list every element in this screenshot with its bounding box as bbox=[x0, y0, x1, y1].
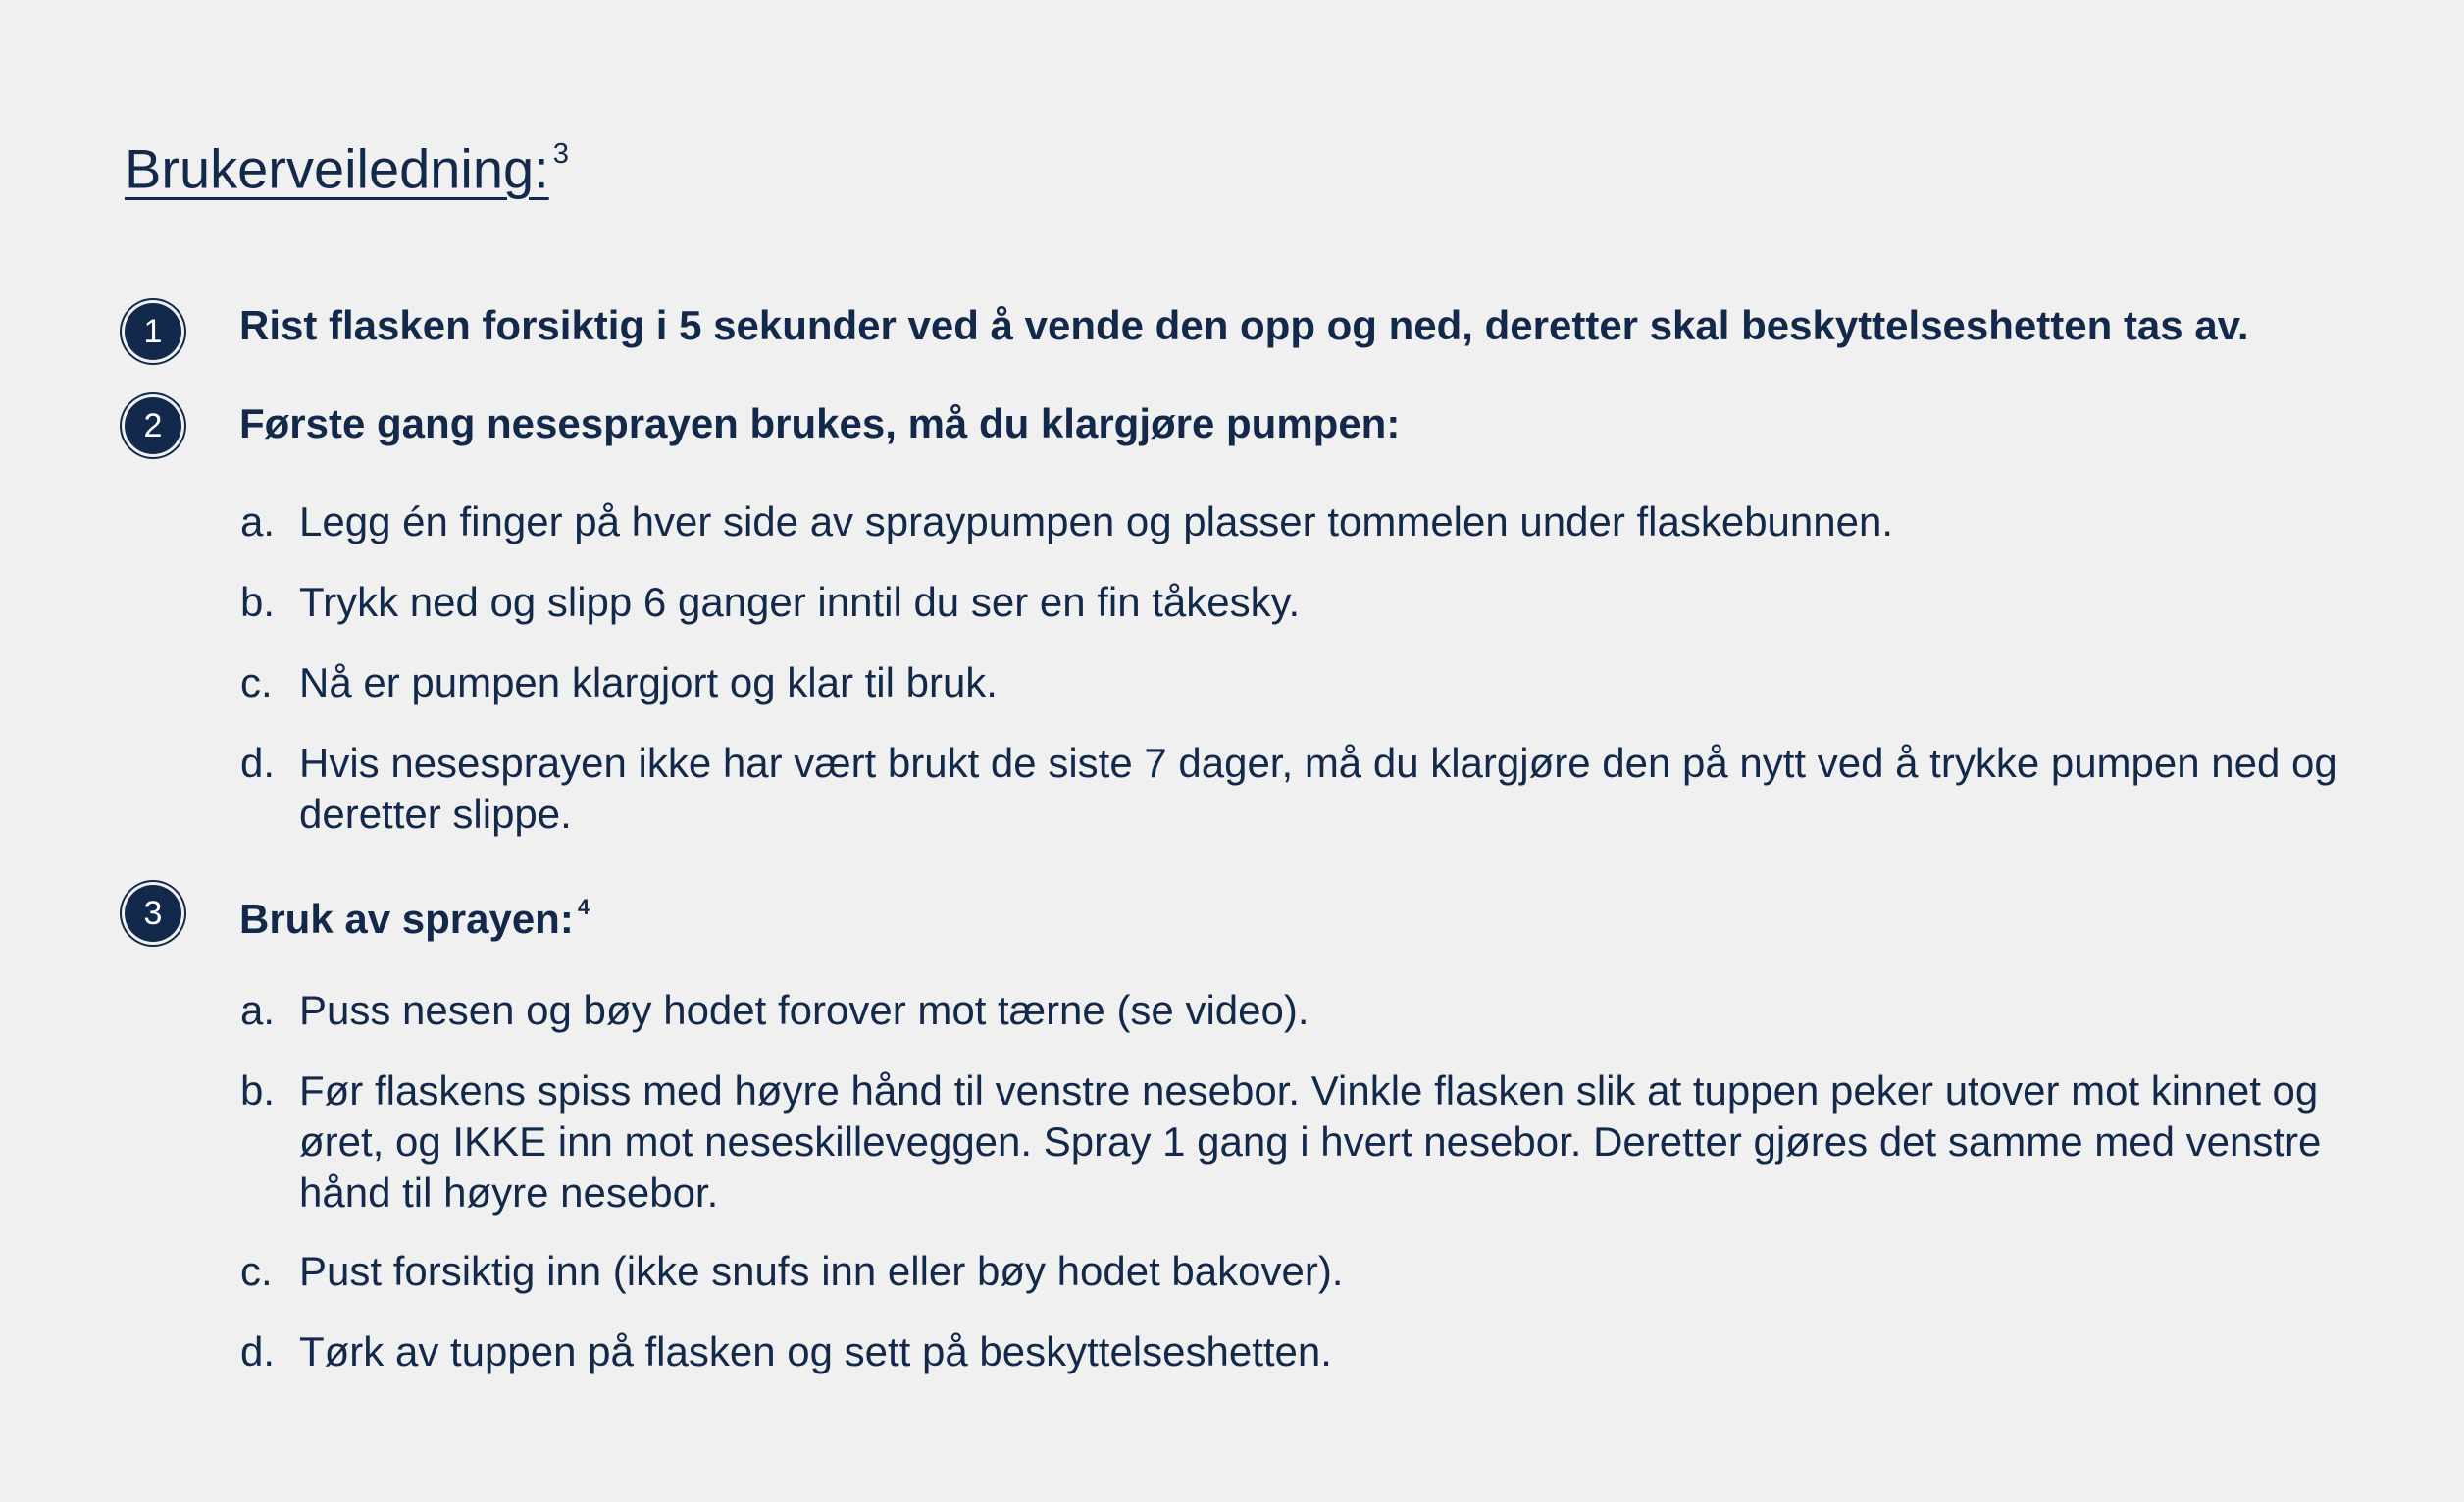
list-item-letter: b. bbox=[240, 1067, 276, 1114]
step-number-badge: 3 bbox=[125, 885, 181, 942]
list-item-text: Pust forsiktig inn (ikke snufs inn eller bøy hodet bakover). bbox=[299, 1248, 1344, 1294]
list-item-letter: c. bbox=[240, 1248, 273, 1294]
list-item-text: Legg én finger på hver side av spraypumpen og plasser tommelen under flaskebunnen. bbox=[299, 498, 1894, 544]
list-item-text: Tørk av tuppen på flasken og sett på beskyttelseshetten. bbox=[299, 1328, 1332, 1374]
list-item-letter: a. bbox=[240, 498, 276, 544]
list-item bbox=[240, 496, 2359, 547]
list-item bbox=[240, 1065, 2359, 1218]
step-1 bbox=[125, 303, 181, 360]
list-item bbox=[240, 738, 2359, 840]
list-item-letter: d. bbox=[240, 740, 276, 786]
list-item-text: Puss nesen og bøy hodet forover mot tærne (se video). bbox=[299, 987, 1309, 1033]
list-item bbox=[240, 985, 2359, 1036]
list-item-text: Nå er pumpen klargjort og klar til bruk. bbox=[299, 659, 998, 705]
list-item-text: Trykk ned og slipp 6 ganger inntil du ser en fin tåkesky. bbox=[299, 579, 1301, 625]
title-reference: 3 bbox=[552, 138, 569, 171]
step-number-badge: 2 bbox=[125, 397, 181, 454]
step-1-label: Rist flasken forsiktig i 5 sekunder ved å vende den opp og ned, deretter skal beskyttelseshetten tas av. bbox=[239, 302, 2249, 348]
list-item bbox=[240, 1326, 2359, 1377]
page-title-text: Brukerveiledning: bbox=[125, 137, 549, 200]
step-2 bbox=[125, 397, 181, 454]
list-item-text: Før flaskens spiss med høyre hånd til venstre nesebor. Vinkle flasken slik at tuppen peker utover mot kinnet og øret, og IKKE inn mot neseskilleveggen. Spray 1 gang i hvert nesebor. Deretter gjøres det samme med venstre hånd til høyre nesebor. bbox=[299, 1067, 2322, 1216]
list-item-letter: c. bbox=[240, 659, 273, 705]
list-item bbox=[240, 657, 2359, 708]
list-item-text: Hvis nesesprayen ikke har vært brukt de siste 7 dager, må du klargjøre den på nytt ved å trykke pumpen ned og deretter slippe. bbox=[299, 740, 2337, 837]
step-number-badge: 1 bbox=[125, 303, 181, 360]
list-item-letter: d. bbox=[240, 1328, 276, 1374]
step-3-label bbox=[239, 886, 590, 945]
step-3-reference: 4 bbox=[577, 894, 590, 919]
list-item-letter: b. bbox=[240, 579, 276, 625]
list-item-letter: a. bbox=[240, 987, 276, 1033]
step-3 bbox=[125, 885, 181, 942]
step-3-label-text: Bruk av sprayen: bbox=[239, 896, 574, 942]
list-item bbox=[240, 577, 2359, 628]
page-title bbox=[125, 126, 569, 204]
step-2-label: Første gang nesesprayen brukes, må du klargjøre pumpen: bbox=[239, 400, 1401, 446]
list-item bbox=[240, 1246, 2359, 1297]
